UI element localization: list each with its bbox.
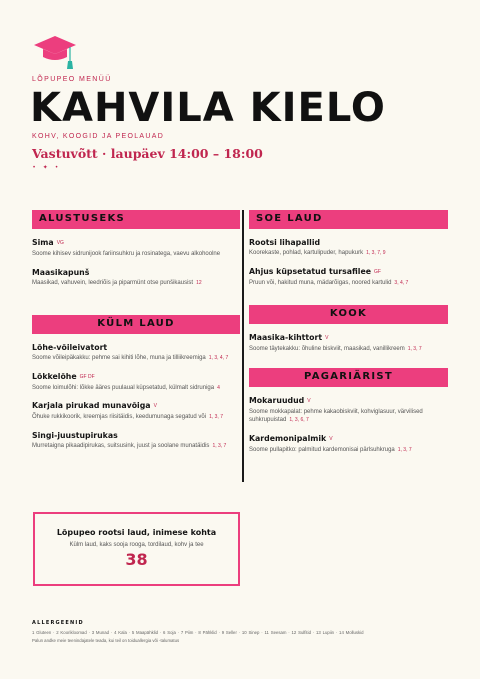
section-heading-pagariarist: PAGARIÄRIST (249, 368, 448, 387)
menu-item (32, 430, 240, 451)
item-description: Soome pullapitko: palmitud kardemonisai pärlsuhkruga (249, 446, 395, 453)
item-name: Lõkkelõhe (32, 371, 77, 381)
section-heading-alustuseks: ALUSTUSEKS (32, 210, 240, 229)
item-description: Pruun või, hakitud muna, mädarõigas, noored kartulid (249, 279, 392, 286)
item-description: Soome võileipäkakku: pehme sai kihiti lõhe, muna ja tilliikreemiga (32, 355, 206, 361)
item-description: Soome mokkapalat: pehme kakaobiskviit, kohviglasuur, värvilised suhkrupuistad (249, 408, 423, 423)
section-heading-kook: KOOK (249, 305, 448, 324)
diet-tag: GF (374, 268, 381, 275)
page-title: KAHVILA KIELO (30, 85, 386, 131)
allergen-codes: 1, 3, 7 (209, 414, 223, 420)
allergen-codes: 1, 3, 6, 7 (289, 417, 309, 423)
item-name: Sima (32, 238, 54, 247)
column-divider (242, 210, 244, 482)
item-name: Rootsi lihapallid (249, 238, 321, 247)
item-description: Õhuke rukkikoorik, kreemjas riisitäidis, keedumunaga segatud või (32, 414, 207, 420)
item-name: Kardemonipalmik (249, 433, 327, 443)
diet-tag: V (325, 335, 329, 341)
diet-tag: V (307, 397, 311, 404)
right-column (249, 210, 448, 462)
item-description: Koorekaste, pohlad, kartulipuder, hapukurk (249, 250, 364, 256)
item-name: Maasika-kihttort (249, 333, 323, 342)
decorative-dots: • ✦ • (33, 165, 61, 171)
menu-item (32, 400, 240, 422)
allergen-codes: 1, 3, 4, 7 (208, 355, 229, 361)
item-description: Soome täytekakku: õhuline biskviit, maasikad, vanillikreem (249, 346, 405, 352)
allergen-codes: 1, 3, 7 (407, 346, 422, 352)
allergen-list: 1 Gluteen · 2 Koorikloomad · 3 Munad · 4 Kala · 5 Maapähklid · 6 Soja · 7 Piim · 8 Pähklid · 9 Seller · 10 Sinep · 11 Seesam · 12 Sulfitid · 13 Lupiin · 14 Molluskid (32, 630, 364, 635)
diet-tag: V (329, 435, 333, 442)
allergen-codes: 1, 3, 7, 9 (366, 250, 386, 256)
allergen-codes: 3, 4, 7 (394, 279, 409, 286)
menu-item (249, 395, 448, 425)
item-description: Murretaigna pikaadipirukas, suitsusink, juust ja soolane munatäidis (32, 442, 210, 449)
allergen-codes: 1, 3, 7 (397, 446, 412, 453)
page-subtitle: KOHV, KOOGID JA PEOLAUAD (32, 133, 165, 140)
menu-eyebrow: LÕPUPEO MENÜÜ (32, 76, 112, 83)
event-time: Vastuvõtt · laupäev 14:00 – 18:00 (32, 146, 263, 161)
allergen-title: ALLERGEENID (32, 620, 84, 626)
buffet-title: Lõpupeo rootsi laud, inimese kohta (56, 528, 217, 537)
menu-item (249, 332, 448, 354)
buffet-price: 38 (125, 550, 148, 569)
buffet-description: Külm laud, kaks sooja rooga, tordilaud, kohv ja tee (69, 542, 204, 548)
item-description: Soome kihisev sidrunijook fariinsuhkru ja rosinatega, vaevu alkohoolne (32, 251, 221, 257)
menu-item (32, 237, 240, 259)
item-name: Karjala pirukad munavõiga (32, 401, 151, 410)
item-name: Lõhe-võileivatort (32, 343, 108, 352)
menu-item (249, 433, 448, 455)
allergen-note: Palun andke meie teenindajatele teada, kui teil on toiduallergia või -talumatus (32, 638, 180, 643)
item-name: Ahjus küpsetatud tursafilee (249, 266, 372, 276)
section-heading-kulm-laud: KÜLM LAUD (32, 315, 240, 334)
diet-tag: V (153, 403, 157, 409)
item-description: Soome loimulõhi: lõkke ääres puulaual küpsetatud, külmalt sidruniga (32, 384, 215, 391)
allergen-codes: 4 (217, 384, 220, 391)
section-heading-soe-laud: SOE LAUD (249, 210, 448, 229)
left-column (32, 210, 240, 458)
allergen-codes: 12 (196, 279, 202, 286)
diet-tag: VG (56, 240, 64, 246)
item-name: Maasikapunš (32, 267, 90, 277)
menu-item (249, 237, 448, 258)
diet-tag: GF DF (79, 373, 95, 380)
item-description: Maasikad, vahuvein, leedriõis ja piparmünt otse punšikausist (32, 279, 194, 286)
item-name: Mokaruudud (249, 395, 305, 405)
menu-item (249, 266, 448, 288)
menu-item (32, 342, 240, 363)
allergen-codes: 1, 3, 7 (212, 442, 227, 449)
graduation-cap-icon (32, 28, 78, 74)
item-name: Singi-juustupirukas (32, 430, 118, 440)
allergen-legend (32, 620, 452, 643)
menu-item (32, 267, 240, 288)
buffet-price-box (33, 512, 240, 586)
menu-item (32, 371, 240, 393)
